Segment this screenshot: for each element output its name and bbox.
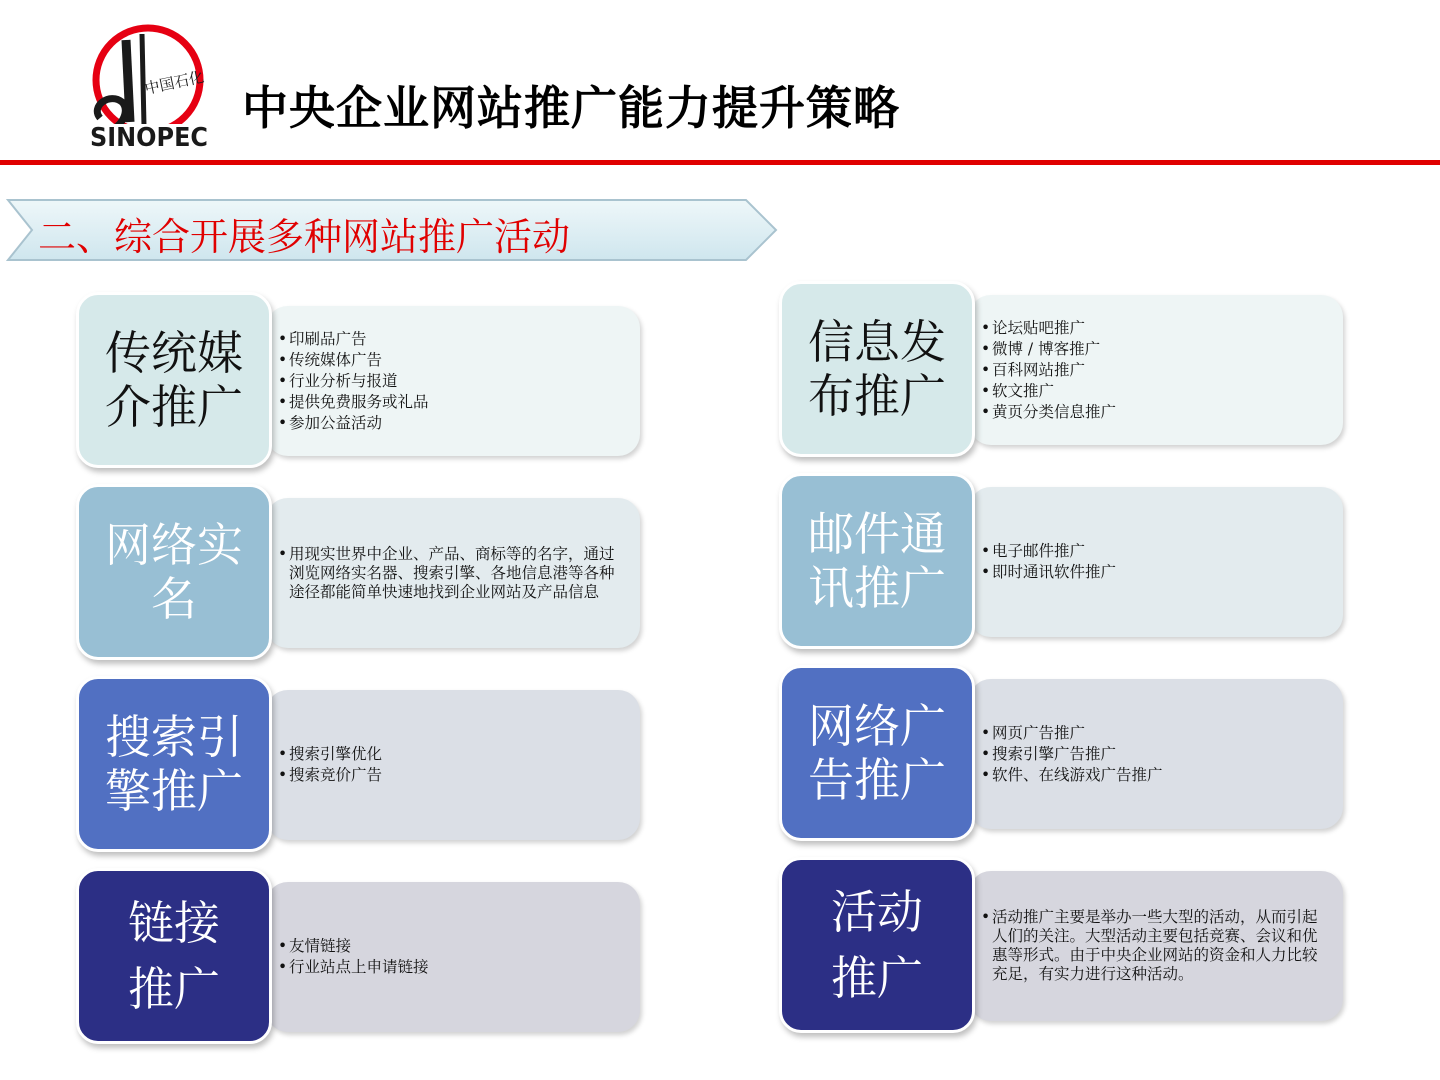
- card-title-tile: [76, 868, 272, 1044]
- promo-card-traditional-media: [76, 292, 644, 474]
- list-item: • 参加公益活动: [278, 413, 624, 434]
- list-item: • 论坛贴吧推广: [981, 318, 1327, 339]
- list-item: • 网页广告推广: [981, 723, 1327, 744]
- card-title: 网络广 告推广: [808, 699, 946, 807]
- list-item: • 搜索竞价广告: [278, 765, 624, 786]
- promo-card-link: [76, 868, 644, 1050]
- card-bullet-list: [981, 487, 1327, 637]
- list-item: • 搜索引擎优化: [278, 744, 624, 765]
- card-bullet-list: [981, 679, 1327, 829]
- card-bullet-list: [981, 871, 1327, 1021]
- card-bullet-list: [981, 295, 1327, 445]
- list-item: • 印刷品广告: [278, 329, 624, 350]
- promo-card-search-engine: [76, 676, 644, 858]
- list-item: • 即时通讯软件推广: [981, 562, 1327, 583]
- section-title: 二、综合开展多种网站推广活动: [38, 215, 571, 259]
- list-item: • 传统媒体广告: [278, 350, 624, 371]
- card-bullet-list: [278, 882, 624, 1032]
- svg-text:SINOPEC: SINOPEC: [90, 123, 208, 150]
- card-bullet-list: [278, 690, 624, 840]
- list-item: • 微博 / 博客推广: [981, 339, 1327, 360]
- card-title-tile: [779, 665, 975, 841]
- card-title: 搜索引 擎推广: [105, 710, 243, 818]
- list-item: • 提供免费服务或礼品: [278, 392, 624, 413]
- promo-card-info-publishing: [779, 281, 1347, 463]
- promo-card-email-messaging: [779, 473, 1347, 655]
- list-item: • 软件、在线游戏广告推广: [981, 765, 1327, 786]
- list-item: • 软文推广: [981, 381, 1327, 402]
- promo-card-web-real-name: [76, 484, 644, 666]
- list-item: • 搜索引擎广告推广: [981, 744, 1327, 765]
- card-title: 信息发 布推广: [808, 315, 946, 423]
- header-divider: [0, 160, 1440, 165]
- promo-card-web-ads: [779, 665, 1347, 847]
- card-title: 活动 推广: [831, 885, 923, 1005]
- card-title-tile: [779, 857, 975, 1033]
- card-title: 传统媒 介推广: [105, 326, 243, 434]
- card-title: 链接 推广: [128, 896, 220, 1016]
- list-item: • 黄页分类信息推广: [981, 402, 1327, 423]
- svg-text:中国石化: 中国石化: [143, 67, 206, 98]
- list-item: • 活动推广主要是举办一些大型的活动，从而引起人们的关注。大型活动主要包括竞赛、会议和优惠等形式。由于中央企业网站的资金和人力比较充足，有实力进行这种活动。: [981, 908, 1327, 984]
- sinopec-logo: [86, 22, 212, 150]
- promo-card-events: [779, 857, 1347, 1039]
- card-bullet-list: [278, 306, 624, 456]
- list-item: • 行业站点上申请链接: [278, 957, 624, 978]
- card-title: 网络实 名: [105, 518, 243, 626]
- card-title-tile: [76, 292, 272, 468]
- card-title-tile: [779, 473, 975, 649]
- list-item: • 行业分析与报道: [278, 371, 624, 392]
- list-item: • 百科网站推广: [981, 360, 1327, 381]
- card-title-tile: [76, 484, 272, 660]
- card-title-tile: [779, 281, 975, 457]
- card-bullet-list: [278, 498, 624, 648]
- list-item: • 电子邮件推广: [981, 541, 1327, 562]
- card-title-tile: [76, 676, 272, 852]
- card-title: 邮件通 讯推广: [808, 507, 946, 615]
- list-item: • 用现实世界中企业、产品、商标等的名字，通过浏览网络实名器、搜索引擎、各地信息港等各种途径都能简单快速地找到企业网站及产品信息: [278, 545, 624, 602]
- list-item: • 友情链接: [278, 936, 624, 957]
- page-title: 中央企业网站推广能力提升策略: [242, 81, 900, 135]
